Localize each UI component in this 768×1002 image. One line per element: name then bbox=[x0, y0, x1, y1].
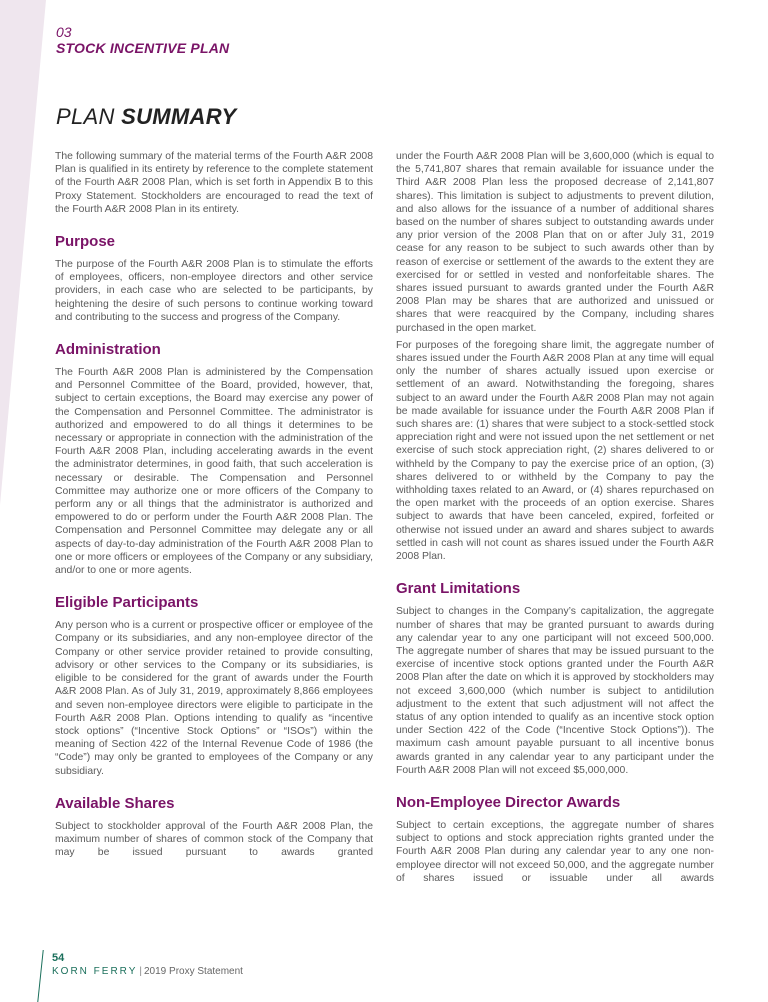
paragraph: Subject to changes in the Company’s capitalization, the aggregate number of shares that may be granted pursuant to awards during any calendar year to any one participant will not exceed 500,000. The aggregate number of shares that may be issued pursuant to the exercise of incentive stock options granted under the Fourth A&R 2008 Plan after the date on which it is approved by stockholders may not exceed 3,600,000 (which number is subject to antidilution adjustment to the extent that such adjustment will not affect the status of any option intended to qualify as an incentive stock option under Section 422 of the Code (“Incentive Stock Options”)). The maximum cash amount payable pursuant to all incentive bonus awards granted in any calendar year to any participant under the Fourth A&R 2008 Plan will not exceed $5,000,000. bbox=[396, 606, 714, 776]
page-title-light: PLAN bbox=[56, 104, 122, 129]
section-heading: Purpose bbox=[55, 233, 116, 251]
page-footer bbox=[52, 952, 243, 979]
section-number: 03 bbox=[56, 24, 72, 40]
left-column bbox=[55, 150, 373, 876]
footer-brand-line bbox=[52, 965, 243, 979]
paragraph: under the Fourth A&R 2008 Plan will be 3,600,000 (which is equal to the 5,741,807 shares that remain available for issuance under the Third A&R 2008 Plan less the proposed decrease of 2,141,807 shares). This limitation is subject to adjustments to prevent dilution, and also allows for the issuance of a number of additional shares based on the number of shares subject to outstanding awards under any prior version of the 2008 Plan that on or after July 31, 2019 cease for any reason to be subject to such awards other than by reason of exercise or settlement of the awards to the extent they are exercised for or settled in vested and nonforfeitable shares. The shares issued pursuant to awards granted under the Fourth A&R 2008 Plan may be shares that are authorized and unissued or shares that were reacquired by the Company, including shares purchased in the open market. bbox=[396, 151, 714, 334]
footer-separator: | bbox=[139, 966, 142, 977]
paragraph: Subject to certain exceptions, the aggregate number of shares subject to options and stock appreciation rights granted under the Fourth A&R 2008 Plan during any calendar year to any one non-employee director will not exceed 50,000, and the aggregate number of shares issued or issuable under all awards bbox=[396, 819, 714, 884]
intro-paragraph: The following summary of the material terms of the Fourth A&R 2008 Plan is qualified in its entirety by reference to the complete statement of the Fourth A&R 2008 Plan, which is set forth in Appendix B to this Proxy Statement. Stockholders are encouraged to read the text of the Fourth A&R 2008 Plan in its entirety. bbox=[55, 151, 373, 215]
section-administration bbox=[55, 341, 373, 577]
section-header bbox=[56, 24, 229, 56]
page-title bbox=[56, 104, 236, 130]
section-heading: Administration bbox=[55, 341, 161, 359]
available-shares-continued bbox=[396, 150, 714, 563]
section-heading: Available Shares bbox=[55, 794, 175, 812]
decorative-side-band bbox=[0, 0, 48, 510]
paragraph: For purposes of the foregoing share limit, the aggregate number of shares issued under the Fourth A&R 2008 Plan at any time will equal only the number of shares actually issued upon exercise or settlement of an award. Notwithstanding the foregoing, shares subject to an award under the Fourth A&R 2008 Plan may not again be made available for issuance under the Fourth A&R 2008 Plan if such shares are: (1) shares that were subject to a stock-settled stock appreciation right and were not issued upon the net settlement or net exercise of such stock appreciation right, (2) shares delivered to or withheld by the Company to pay the exercise price of an option, (3) shares delivered to or withheld by the Company to pay the withholding taxes related to an Award, or (4) shares repurchased on the open market with the proceeds of an option exercise. Shares subject to awards that have been canceled, expired, forfeited or otherwise not issued under an award and shares subject to awards settled in cash will not count as shares issued under the Fourth A&R 2008 Plan. bbox=[396, 339, 714, 563]
section-purpose bbox=[55, 233, 373, 324]
section-heading: Grant Limitations bbox=[396, 580, 521, 598]
paragraph: Any person who is a current or prospective officer or employee of the Company or its subsidiaries, and any non-employee director of the Company or other service provider retained to provide consulting, advisory or other services to the Company or its subsidiaries, is eligible to be considered for the grant of awards under the Fourth A&R 2008 Plan. As of July 31, 2019, approximately 8,866 employees and seven non-employee directors were eligible to participate in the Fourth A&R 2008 Plan. Options intending to qualify as “incentive stock options” (“Incentive Stock Options” or “ISOs”) within the meaning of Section 422 of the Internal Revenue Code of 1986 (the “Code”) may only be granted to employees of the Company or any subsidiary. bbox=[55, 620, 373, 777]
section-heading: Non-Employee Director Awards bbox=[396, 793, 621, 811]
paragraph: Subject to stockholder approval of the Fourth A&R 2008 Plan, the maximum number of shares of common stock of the Company that may be issued pursuant to awards granted bbox=[55, 820, 373, 859]
section-eligible-participants bbox=[55, 594, 373, 777]
section-grant-limitations bbox=[396, 580, 714, 777]
section-non-employee-director-awards bbox=[396, 794, 714, 885]
page-title-bold: SUMMARY bbox=[121, 104, 237, 129]
paragraph: The purpose of the Fourth A&R 2008 Plan is to stimulate the efforts of employees, officers, non-employee directors and other service providers, in each case who are selected to be participants, by heightening the desire of such persons to continue working toward and contributing to the success and progress of the Company. bbox=[55, 259, 373, 323]
page-number: 54 bbox=[52, 952, 65, 964]
section-heading: Eligible Participants bbox=[55, 594, 199, 612]
paragraph: The Fourth A&R 2008 Plan is administered by the Compensation and Personnel Committee of the Board, provided, however, that, subject to certain exceptions, the Board may exercise any power of the Compensation and Personnel Committee. The administrator is authorized and empowered to do all things it determines to be necessary or appropriate in connection with the administration of the Fourth A&R 2008 Plan, including accelerating awards in the event the administrator determines, in good faith, that such acceleration is necessary or desirable. The Compensation and Personnel Committee may authorize one or more officers of the Company to perform any or all things that the administrator is authorized and empowered to do or perform under the Fourth A&R 2008 Plan. The Compensation and Personnel Committee may delegate any or all aspects of day-to-day administration of the Fourth A&R 2008 Plan to one or more officers or employees of the Company or any subsidiary, and/or to one or more agents. bbox=[55, 367, 373, 577]
section-available-shares bbox=[55, 795, 373, 860]
intro-block bbox=[55, 150, 373, 216]
right-column bbox=[396, 150, 714, 902]
section-title: STOCK INCENTIVE PLAN bbox=[56, 40, 230, 56]
brand-logo-text: KORN FERRY bbox=[52, 966, 138, 977]
document-name: 2019 Proxy Statement bbox=[144, 966, 243, 977]
footer-divider-line bbox=[37, 950, 43, 1002]
